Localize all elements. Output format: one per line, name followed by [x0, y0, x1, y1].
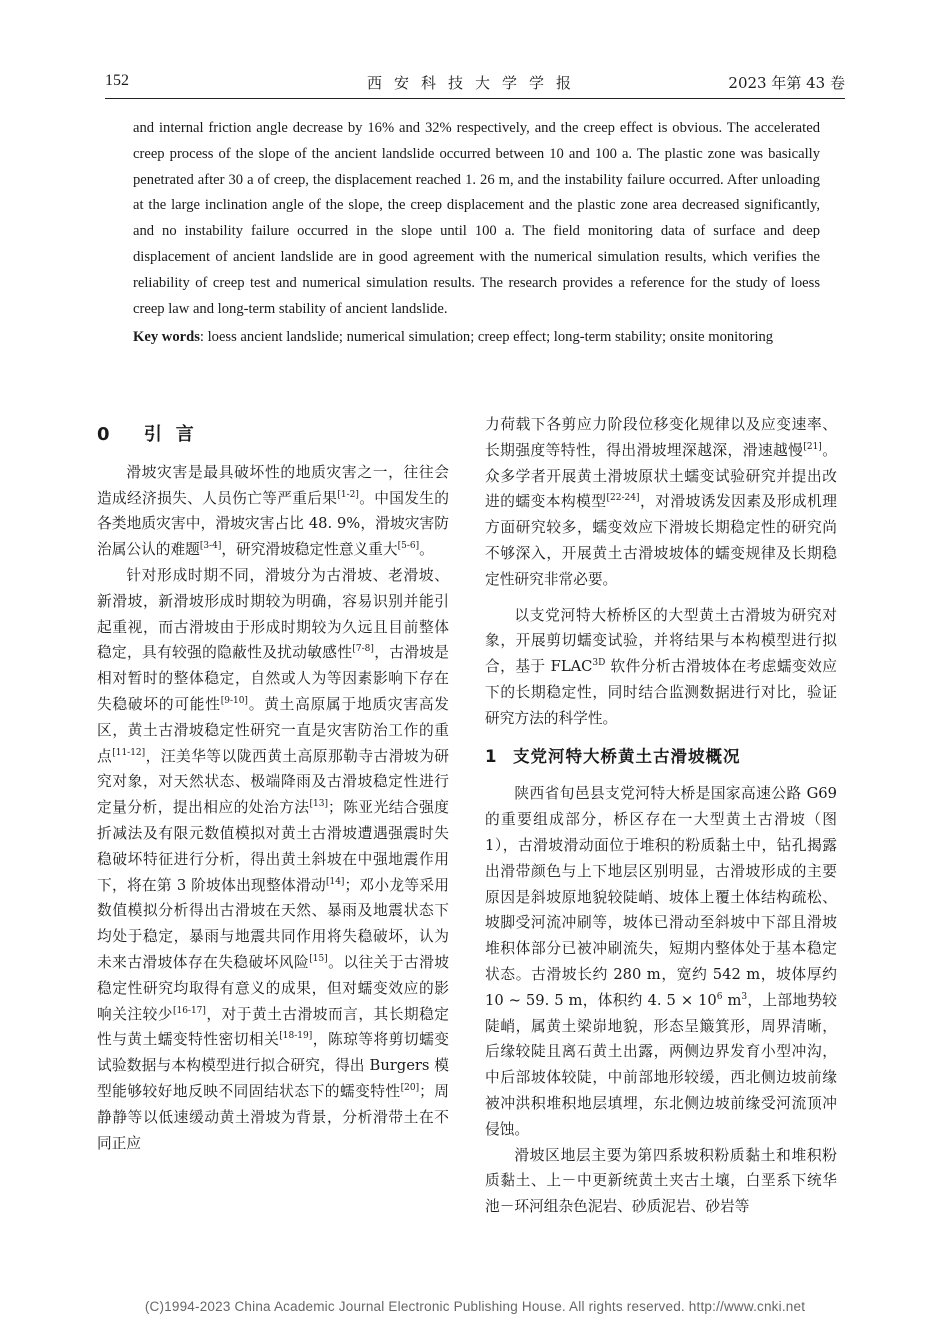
running-header	[105, 72, 845, 98]
section-heading-overview	[485, 744, 837, 770]
superscript: 3D	[592, 658, 606, 669]
abstract-text: and internal friction angle decrease by 16% and 32% respectively, and the creep effect is obvious. The accelerated creep process of the slope of the ancient landslide occurred between 10 and 100 a. The plastic zone was basically penetrated after 30 a of creep, the displacement reached 1. 26 m, and the instability failure occurred. After unloading at the large inclination angle of the slope, the creep displacement and the plastic zone area decreased significantly, and no instability failure occurred in the slope until 100 a. The field monitoring data of surface and deep displacement of ancient landslide are in good agreement with the numerical simulation results, which verifies the reliability of creep test and numerical simulation results. The research provides a reference for the study of loess creep law and long-term stability of ancient landslide.	[133, 120, 820, 317]
section-number: 0	[97, 424, 124, 445]
citation: [1-2]	[337, 489, 359, 500]
page-number: 152	[105, 72, 129, 89]
paragraph: 滑坡区地层主要为第四系坡积粉质黏土和堆积粉质黏土、上－中更新统黄土夹古土壤，白垩系下统华池－环河组杂色泥岩、砂质泥岩、砂岩等	[485, 1146, 837, 1216]
section-number: 1	[485, 746, 498, 766]
citation: [14]	[325, 876, 345, 887]
citation: [15]	[309, 953, 328, 964]
keywords	[133, 325, 820, 351]
superscript: 3	[741, 991, 748, 1002]
superscript: 6	[716, 991, 723, 1002]
citation: [20]	[400, 1082, 420, 1093]
citation: [11-12]	[112, 747, 146, 758]
citation: [21]	[803, 441, 822, 452]
citation: [16-17]	[172, 1005, 206, 1016]
copyright-footer: (C)1994-2023 China Academic Journal Electronic Publishing House. All rights reserved. http://www.cnki.net	[144, 1299, 806, 1314]
paragraph: 以支党河特大桥桥区的大型黄土古滑坡为研究对象，开展剪切蠕变试验，并将结果与本构模型进行拟合，基于 $FLAC^{3D}$ 软件分析古滑坡体在考虑蠕变效应下的长期稳定性，同时结合监测数据进行对比，验证研究方法的科学性。	[485, 606, 837, 727]
journal-title: 西安科技大学学报	[366, 74, 583, 92]
header-divider	[105, 98, 845, 99]
english-abstract	[133, 116, 820, 351]
citation: [9-10]	[220, 695, 248, 706]
paragraph: 陕西省旬邑县支党河特大桥是国家高速公路 G69 的重要组成部分，桥区存在一大型黄土古滑坡（图 1），古滑坡滑动面位于堆积的粉质黏土中，钻孔揭露出滑带颜色与上下地层区别明显，古滑坡形成的主要原因是斜坡原地貌较陡峭、坡体上覆土体结构疏松、坡脚受河流冲刷等，坡体已滑动至斜坡中下部且滑坡堆积体部分已被冲刷流失，短期内整体处于基本稳定状态。古滑坡长约 280 m，宽约 542 m，坡体厚约 10 ~ 59. 5 m，体积约 4. $5 \times 10^6$ $m^3$，上部地势较陡峭，属黄土梁峁地貌，形态呈簸箕形，周界清晰，后缘较陡且离石黄土出露，两侧边界发育小型冲沟，中后部坡体较陡，中前部地形较缓，西北侧边坡前缘被冲洪积堆积地层填埋，东北侧边坡前缘受河流顶冲侵蚀。	[485, 785, 837, 1138]
citation: [13]	[309, 799, 329, 810]
section-title: 引言	[143, 424, 208, 445]
section-title: 支党河特大桥黄土古滑坡概况	[513, 746, 741, 766]
left-column	[97, 422, 449, 1156]
keywords-list: : loess ancient landslide; numerical simulation; creep effect; long-term stability; onsite monitoring	[199, 329, 774, 346]
citation: [7-8]	[352, 644, 374, 655]
right-column	[485, 412, 837, 1220]
citation: [3-4]	[199, 541, 222, 552]
citation: [18-19]	[279, 1031, 313, 1042]
citation: [22-24]	[606, 493, 640, 504]
citation: [5-6]	[397, 541, 420, 552]
section-heading-introduction	[97, 422, 449, 448]
paragraph-continued: 力荷载下各剪应力阶段位移变化规律以及应变速率、长期强度等特性，得出滑坡埋深越深，滑速越慢[21]。众多学者开展黄土滑坡原状土蠕变试验研究并提出改进的蠕变本构模型[22-24]，对滑坡诱发因素及形成机理方面研究较多，蠕变效应下滑坡长期稳定性的研究尚不够深入，开展黄土古滑坡坡体的蠕变规律及长期稳定性研究非常必要。	[485, 416, 837, 588]
keywords-label: Key words	[133, 329, 200, 346]
paragraph: 针对形成时期不同，滑坡分为古滑坡、老滑坡、新滑坡，新滑坡形成时期较为明确，容易识别并能引起重视，而古滑坡由于形成时期较为久远且目前整体稳定，具有较强的隐蔽性及扰动敏感性[7-8]，古滑坡是相对暂时的整体稳定，自然或人为等因素影响下存在失稳破坏的可能性[9-10]。黄土高原属于地质灾害高发区，黄土古滑坡稳定性研究一直是灾害防治工作的重点[11-12]，汪美华等以陇西黄土高原那勒寺古滑坡为研究对象，对天然状态、极端降雨及古滑坡稳定性进行定量分析，提出相应的处治方法[13]；陈亚光结合强度折减法及有限元数值模拟对黄土古滑坡遭遇强震时失稳破坏特征进行分析，得出黄土斜坡在中强地震作用下，将在第 3 阶坡体出现整体滑动[14]；邓小龙等采用数值模拟分析得出古滑坡在天然、暴雨及地震状态下均处于稳定，暴雨与地震共同作用将失稳破坏，认为未来古滑坡体存在失稳破坏风险[15]。以往关于古滑坡稳定性研究均取得有意义的成果，但对蠕变效应的影响关注较少[16-17]，对于黄土古滑坡而言，其长期稳定性与黄土蠕变特性密切相关[18-19]，陈琼等将剪切蠕变试验数据与本构模型进行拟合研究，得出 Burgers 模型能够较好地反映不同固结状态下的蠕变特性[20]；周静静等以低速缓动黄土滑坡为背景，分析滑带土在不同正应	[97, 566, 449, 1152]
paragraph: 滑坡灾害是最具破坏性的地质灾害之一，往往会造成经济损失、人员伤亡等严重后果[1-2]。中国发生的各类地质灾害中，滑坡灾害占比 48. 9%，滑坡灾害防治属公认的难题[3-4]，研究滑坡稳定性意义重大[5-6]。	[97, 463, 449, 559]
year-volume: 2023 年第 43 卷	[728, 74, 845, 92]
